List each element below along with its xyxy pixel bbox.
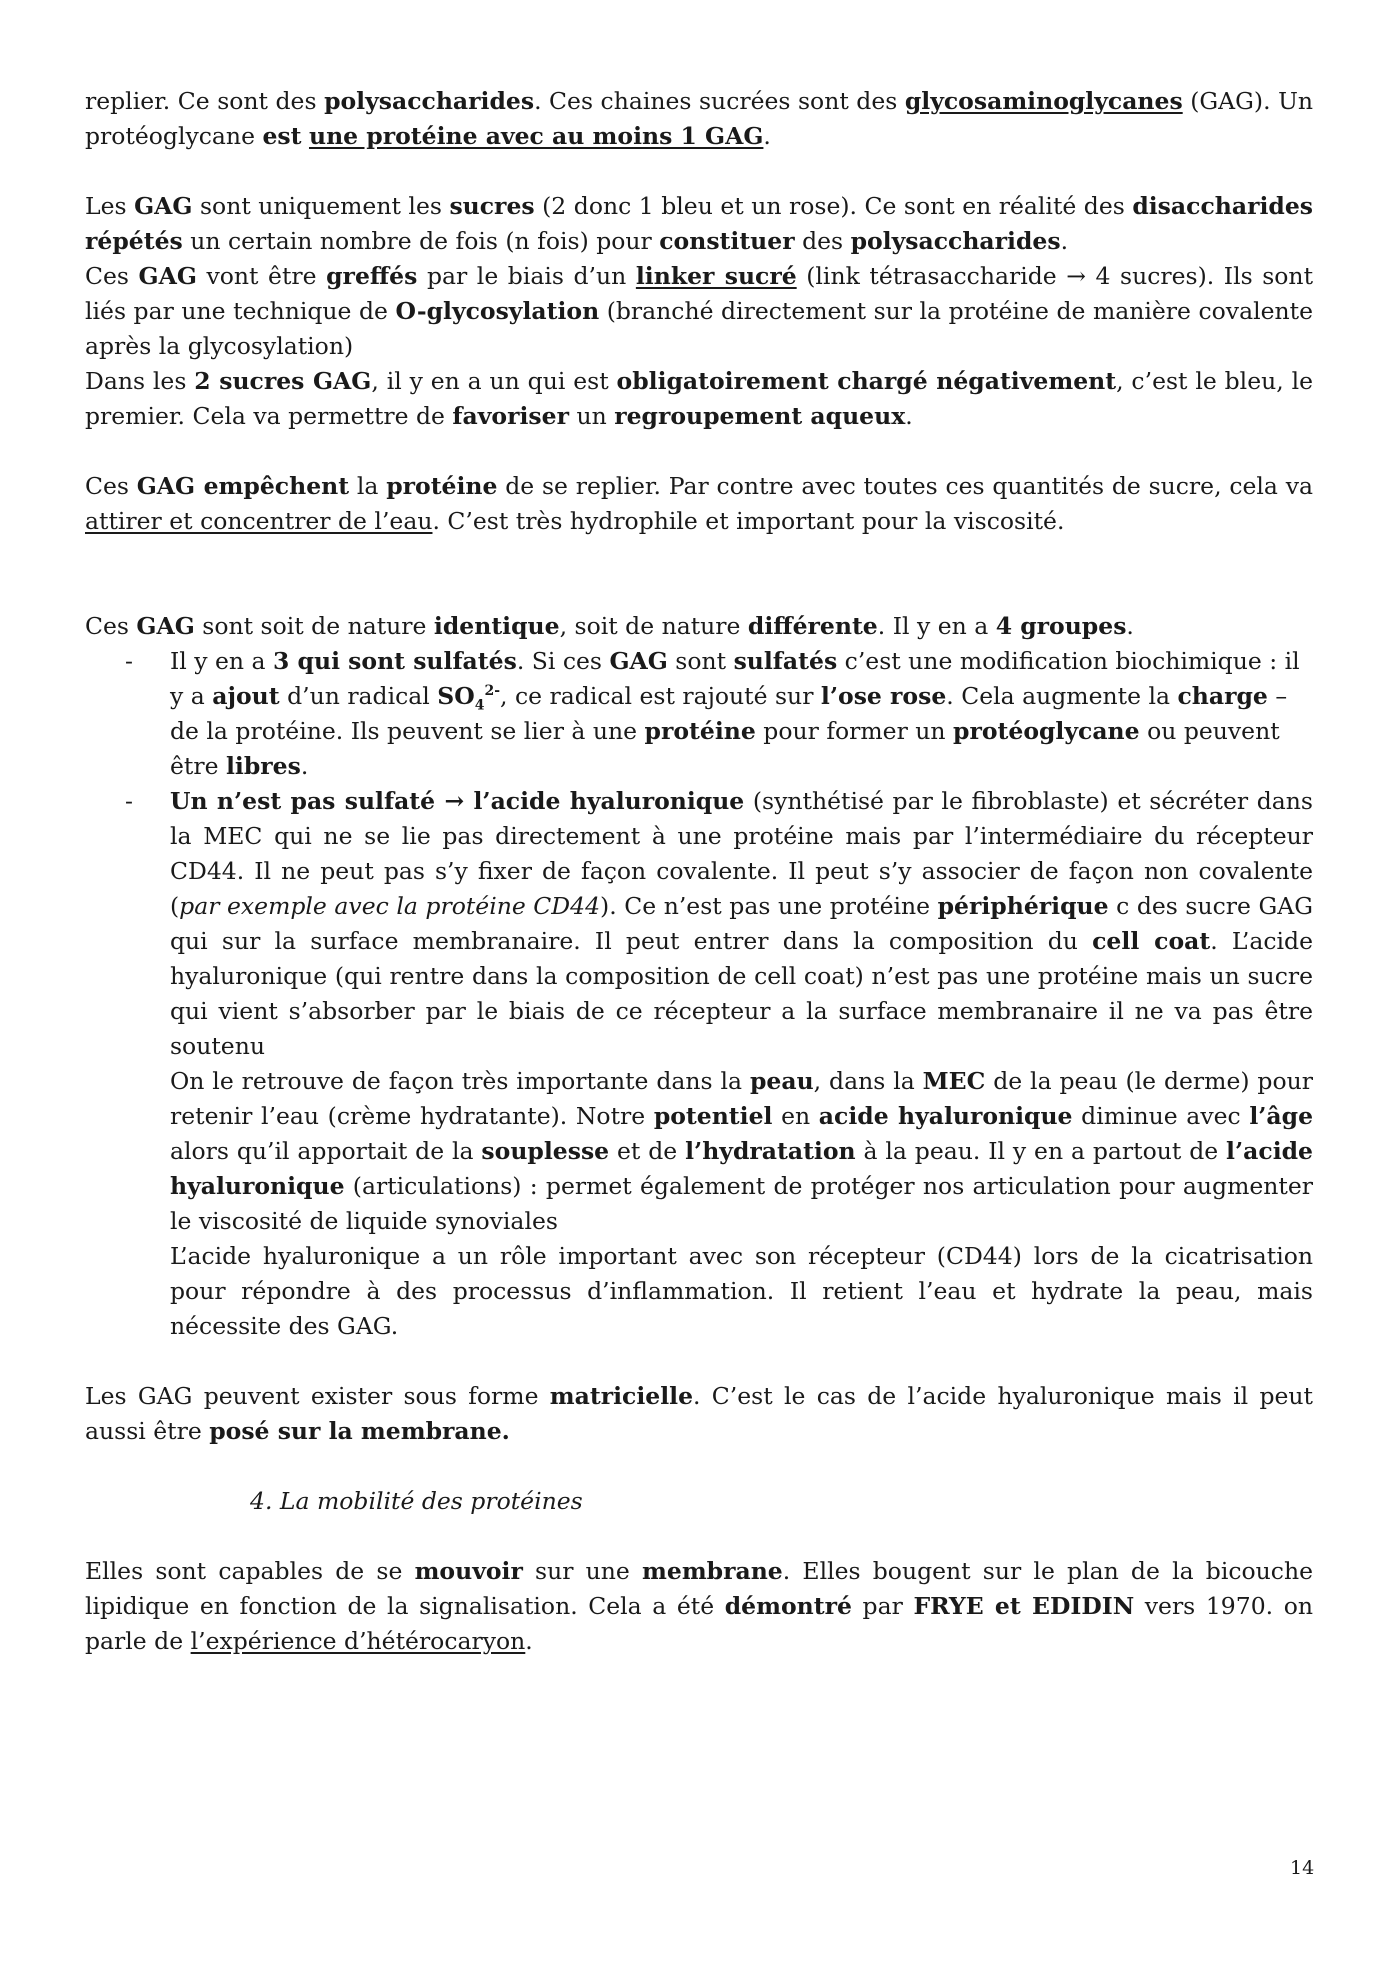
list-item-hyaluronic-acid: - Un n’est pas sulfaté → l’acide hyaluronique (synthétisé par le fibroblaste) et sécréter dans la MEC qui ne se lie pas directement à une protéine mais par l’intermédiaire du récepteur CD44. Il ne peut pas s’y fixer de façon covalente. Il peut s’y associer de façon non covalente (par exemple avec la protéine CD44). Ce n’est pas une protéine périphérique c des sucre GAG qui sur la surface membranaire. Il peut entrer dans la composition du cell coat. L’acide hyaluronique (qui rentre dans la composition de cell coat) n’est pas une protéine mais un sucre qui vient s’absorber par le biais de ce récepteur a la surface membranaire il ne va pas être soutenu On le retrouve de façon très importante dans la peau, dans la MEC de la peau (le derme) pour retenir l’eau (crème hydratante). Notre potentiel en acide hyaluronique diminue avec l’âge alors qu’il apportait de la souplesse et de l’hydratation à la peau. Il y en a partout de l’acide hyaluronique (articulations) : permet également de protéger nos articulation pour augmenter le viscosité de liquide synoviales L’acide hyaluronique a un rôle important avec son récepteur (CD44) lors de la cicatrisation pour répondre à des processus d’inflammation. Il retient l’eau et hydrate la peau, mais nécessite des GAG. — [85, 784, 1313, 1344]
page-number: 14 — [1290, 1857, 1315, 1879]
paragraph-gag-water: Ces GAG empêchent la protéine de se replier. Par contre avec toutes ces quantités de sucre, cela va attirer et concentrer de l’eau. C’est très hydrophile et important pour la viscosité. — [85, 472, 1313, 535]
document-body — [85, 84, 1313, 1659]
arrow-right-icon: → — [444, 787, 465, 815]
paragraph-gag-forms: Les GAG peuvent exister sous forme matricielle. C’est le cas de l’acide hyaluronique mais il peut aussi être posé sur la membrane. — [85, 1382, 1313, 1445]
arrow-right-icon: → — [1066, 262, 1086, 290]
paragraph-gag-groups: Ces GAG sont soit de nature identique, soit de nature différente. Il y en a 4 groupes. — [85, 612, 1134, 640]
list-dash: - — [125, 647, 133, 675]
section-heading: 4. La mobilité des protéines — [250, 1487, 583, 1515]
paragraph-protein-mobility: Elles sont capables de se mouvoir sur une membrane. Elles bougent sur le plan de la bicouche lipidique en fonction de la signalisation. Cela a été démontré par FRYE et EDIDIN vers 1970. on parle de l’expérience d’hétérocaryon. — [85, 1557, 1313, 1655]
paragraph-gag-grafting: Ces GAG vont être greffés par le biais d’un linker sucré (link tétrasaccharide → 4 sucres). Ils sont liés par une technique de O-glycosylation (branché directement sur la protéine de manière covalente après la glycosylation) — [85, 262, 1314, 360]
paragraph-proteoglycan: replier. Ce sont des polysaccharides. Ces chaines sucrées sont des glycosaminoglycanes (GAG). Un protéoglycane est une protéine avec au moins 1 GAG. — [85, 87, 1314, 150]
list-dash: - — [125, 787, 133, 815]
list-item-sulfated: - Il y en a 3 qui sont sulfatés. Si ces GAG sont sulfatés c’est une modification biochimique : il y a ajout d’un radical $SO_4^{2-}$, ce radical est rajouté sur l’ose rose. Cela augmente la charge – de la protéine. Ils peuvent se lier à une protéine pour former un protéoglycane ou peuvent être libres. — [85, 644, 1313, 784]
paragraph-gag-charge: Dans les 2 sucres GAG, il y en a un qui est obligatoirement chargé négativement, c’est le bleu, le premier. Cela va permettre de favoriser un regroupement aqueux. — [85, 367, 1314, 430]
paragraph-gag-sugars: Les GAG sont uniquement les sucres (2 donc 1 bleu et un rose). Ce sont en réalité des disaccharides répétés un certain nombre de fois (n fois) pour constituer des polysaccharides. — [85, 192, 1313, 255]
